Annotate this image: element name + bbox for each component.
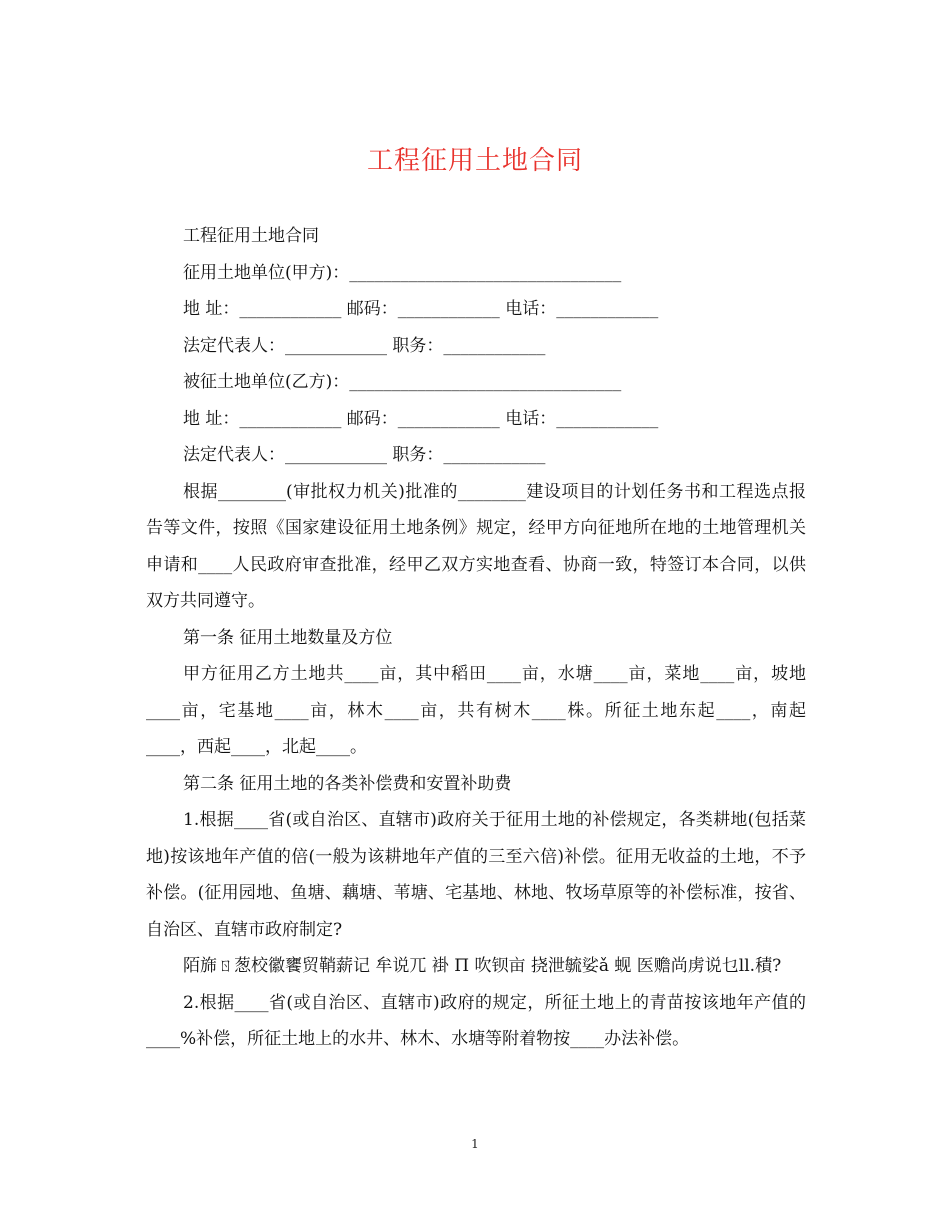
- document-body: [146, 218, 806, 1058]
- paragraph-party-b: 被征土地单位(乙方)：________________________________: [183, 372, 622, 392]
- document-title: 工程征用土地合同: [366, 146, 583, 176]
- paragraph-party-a: 征用土地单位(甲方)：________________________________: [183, 262, 622, 283]
- paragraph-party-b-address: 地 址：____________ 邮码：____________ 电话：____________: [183, 408, 659, 429]
- paragraph-article-2-item-1: 1.根据____省(或自治区、直辖市)政府关于征用土地的补偿规定，各类耕地(包括菜地)按该地年产值的倍(一般为该耕地年产值的三至六倍)补偿。征用无收益的土地，不予补偿。(征用园地、鱼塘、藕塘、苇塘、宅基地、林地、牧场草原等的补偿标准，按省、自治区、直辖市政府制定?: [146, 810, 806, 940]
- paragraph-article-2-title: 第二条 征用土地的各类补偿费和安置补助费: [183, 773, 512, 794]
- paragraph-garbled-text: 陌旆ㄖ葱校徽饔贸鞘薪记 牟说兀 褂 Π 吹钡亩 挠泄毓娑ǎ 蚬 医赡尚虏说乜ll.積?: [183, 956, 782, 976]
- paragraph-party-a-address: 地 址：____________ 邮码：____________ 电话：____________: [183, 299, 659, 319]
- paragraph-party-a-representative: 法定代表人：____________ 职务：____________: [183, 335, 546, 356]
- paragraph-article-2-item-2: 2.根据____省(或自治区、直辖市)政府的规定，所征土地上的青苗按该地年产值的____%补偿，所征土地上的水井、林木、水塘等附着物按____办法补偿。: [146, 992, 806, 1049]
- page-number: 1: [471, 1137, 479, 1151]
- paragraph-article-1-body: 甲方征用乙方土地共____亩，其中稻田____亩，水塘____亩，菜地____亩，坡地____亩，宅基地____亩，林木____亩，共有树木____株。所征土地东起____，南起____，西起____，北起____。: [146, 664, 806, 757]
- paragraph-preamble: 根据________(审批权力机关)批准的________建设项目的计划任务书和工程选点报告等文件，按照《国家建设征用土地条例》规定，经甲方向征地所在地的土地管理机关申请和____人民政府审查批准，经甲乙双方实地查看、协商一致，特签订本合同，以供双方共同遵守。: [146, 481, 806, 611]
- paragraph-heading: 工程征用土地合同: [183, 226, 319, 246]
- paragraph-article-1-title: 第一条 征用土地数量及方位: [183, 627, 393, 648]
- paragraph-party-b-representative: 法定代表人：____________ 职务：____________: [183, 445, 546, 465]
